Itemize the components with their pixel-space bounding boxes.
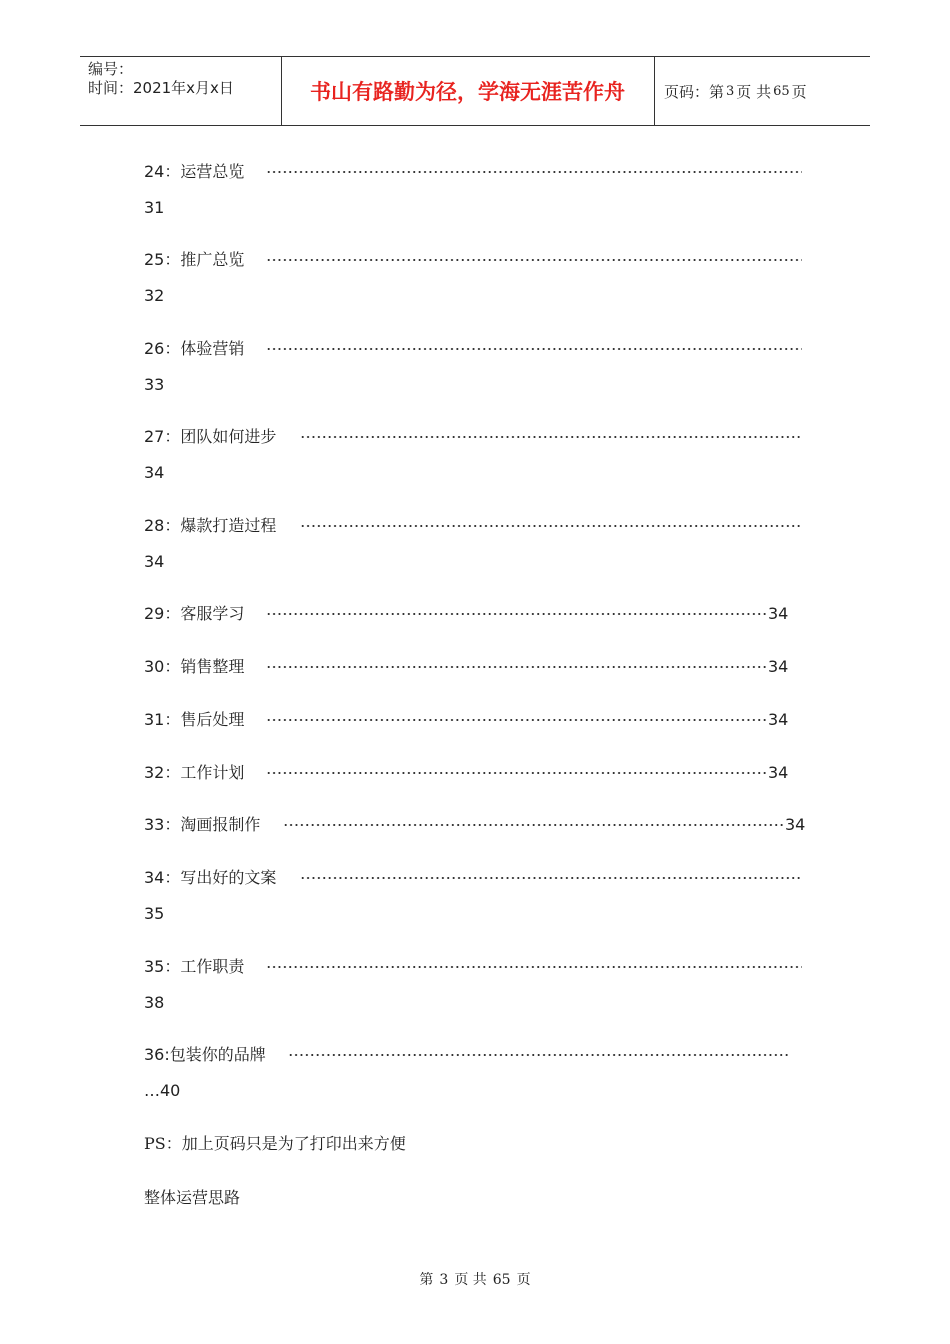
page-footer: [0, 1269, 950, 1289]
toc-entry[interactable]: [144, 339, 244, 359]
page-mid: 页 共: [736, 82, 772, 101]
toc-page: 34: [144, 463, 165, 482]
page-number: 3: [726, 83, 735, 99]
toc-number: 34：: [144, 868, 181, 887]
toc-entry[interactable]: [144, 657, 244, 677]
motto: 书山有路勤为径，学海无涯苦作舟: [310, 79, 625, 104]
footer-total: 65: [492, 1272, 511, 1288]
toc-title: 客服学习: [180, 604, 245, 623]
toc-title: 爆款打造过程: [180, 516, 277, 535]
toc-number: 27：: [144, 427, 181, 446]
toc-page: 38: [144, 993, 165, 1012]
toc-number: 25：: [144, 250, 181, 269]
header-motto-cell: [281, 57, 655, 125]
toc-entry[interactable]: [144, 516, 276, 536]
toc-number: 36:: [144, 1045, 170, 1064]
toc-leader-dots: [283, 824, 785, 826]
toc-number: 31：: [144, 710, 181, 729]
toc-page: 33: [144, 375, 165, 394]
toc-entry[interactable]: [144, 250, 244, 270]
toc-page: 34: [144, 552, 165, 571]
toc-title: 推广总览: [180, 250, 245, 269]
toc-page: 32: [144, 286, 165, 305]
toc-page: 34: [785, 815, 806, 834]
toc-number: 35：: [144, 957, 181, 976]
toc-title: 体验营销: [180, 339, 245, 358]
toc-leader-dots: [266, 966, 802, 968]
toc-entry[interactable]: [144, 868, 276, 888]
toc-page: …40: [144, 1081, 181, 1100]
toc-entry[interactable]: [144, 1045, 266, 1065]
toc-title: 工作职责: [180, 957, 245, 976]
toc-entry[interactable]: [144, 604, 244, 624]
page-suffix: 页: [791, 82, 807, 101]
toc-leader-dots: [266, 666, 768, 668]
print-note: PS：加上页码只是为了打印出来方便: [144, 1134, 406, 1153]
toc-entry[interactable]: [144, 427, 276, 447]
toc-title: 运营总览: [180, 162, 245, 181]
toc-title: 淘画报制作: [180, 815, 261, 834]
toc-leader-dots: [266, 719, 768, 721]
header-meta: [80, 57, 282, 125]
toc-leader-dots: [300, 877, 802, 879]
page-total: 65: [773, 83, 790, 99]
toc-number: 29：: [144, 604, 181, 623]
toc-entry[interactable]: [144, 162, 244, 182]
toc-title: 销售整理: [180, 657, 245, 676]
page-prefix: 页码：第: [664, 82, 725, 101]
toc-leader-dots: [288, 1054, 790, 1056]
toc-entry[interactable]: [144, 815, 260, 835]
toc-page: 34: [768, 604, 789, 623]
toc-page: 34: [768, 763, 789, 782]
time-label: 时间：2021年x月x日: [88, 79, 234, 97]
toc-title: 写出好的文案: [180, 868, 277, 887]
toc-title: 工作计划: [180, 763, 245, 782]
footer-prefix: 第: [419, 1272, 434, 1288]
toc-leader-dots: [266, 613, 768, 615]
toc-title: 售后处理: [180, 710, 245, 729]
toc-page: 35: [144, 904, 165, 923]
page-header: [80, 56, 870, 126]
footer-mid: 页 共: [454, 1272, 487, 1288]
toc-page: 34: [768, 657, 789, 676]
toc-entry[interactable]: [144, 763, 244, 783]
toc-number: 32：: [144, 763, 181, 782]
toc-number: 26：: [144, 339, 181, 358]
footer-page: 3: [439, 1272, 449, 1288]
toc-number: 33：: [144, 815, 181, 834]
toc-number: 24：: [144, 162, 181, 181]
toc-leader-dots: [266, 348, 802, 350]
toc-leader-dots: [300, 525, 802, 527]
toc-entry[interactable]: [144, 710, 244, 730]
section-title: 整体运营思路: [144, 1188, 241, 1207]
toc-title: 团队如何进步: [180, 427, 277, 446]
toc-number: 30：: [144, 657, 181, 676]
footer-suffix: 页: [516, 1272, 531, 1288]
toc-leader-dots: [266, 171, 802, 173]
toc-leader-dots: [266, 259, 802, 261]
toc-page: 34: [768, 710, 789, 729]
header-page-info: [655, 57, 879, 125]
toc-title: 包装你的品牌: [169, 1045, 266, 1064]
toc-page: 31: [144, 198, 165, 217]
toc-entry[interactable]: [144, 957, 244, 977]
toc-leader-dots: [300, 436, 802, 438]
toc-number: 28：: [144, 516, 181, 535]
toc-leader-dots: [266, 772, 768, 774]
serial-label: 编号：: [88, 60, 134, 78]
